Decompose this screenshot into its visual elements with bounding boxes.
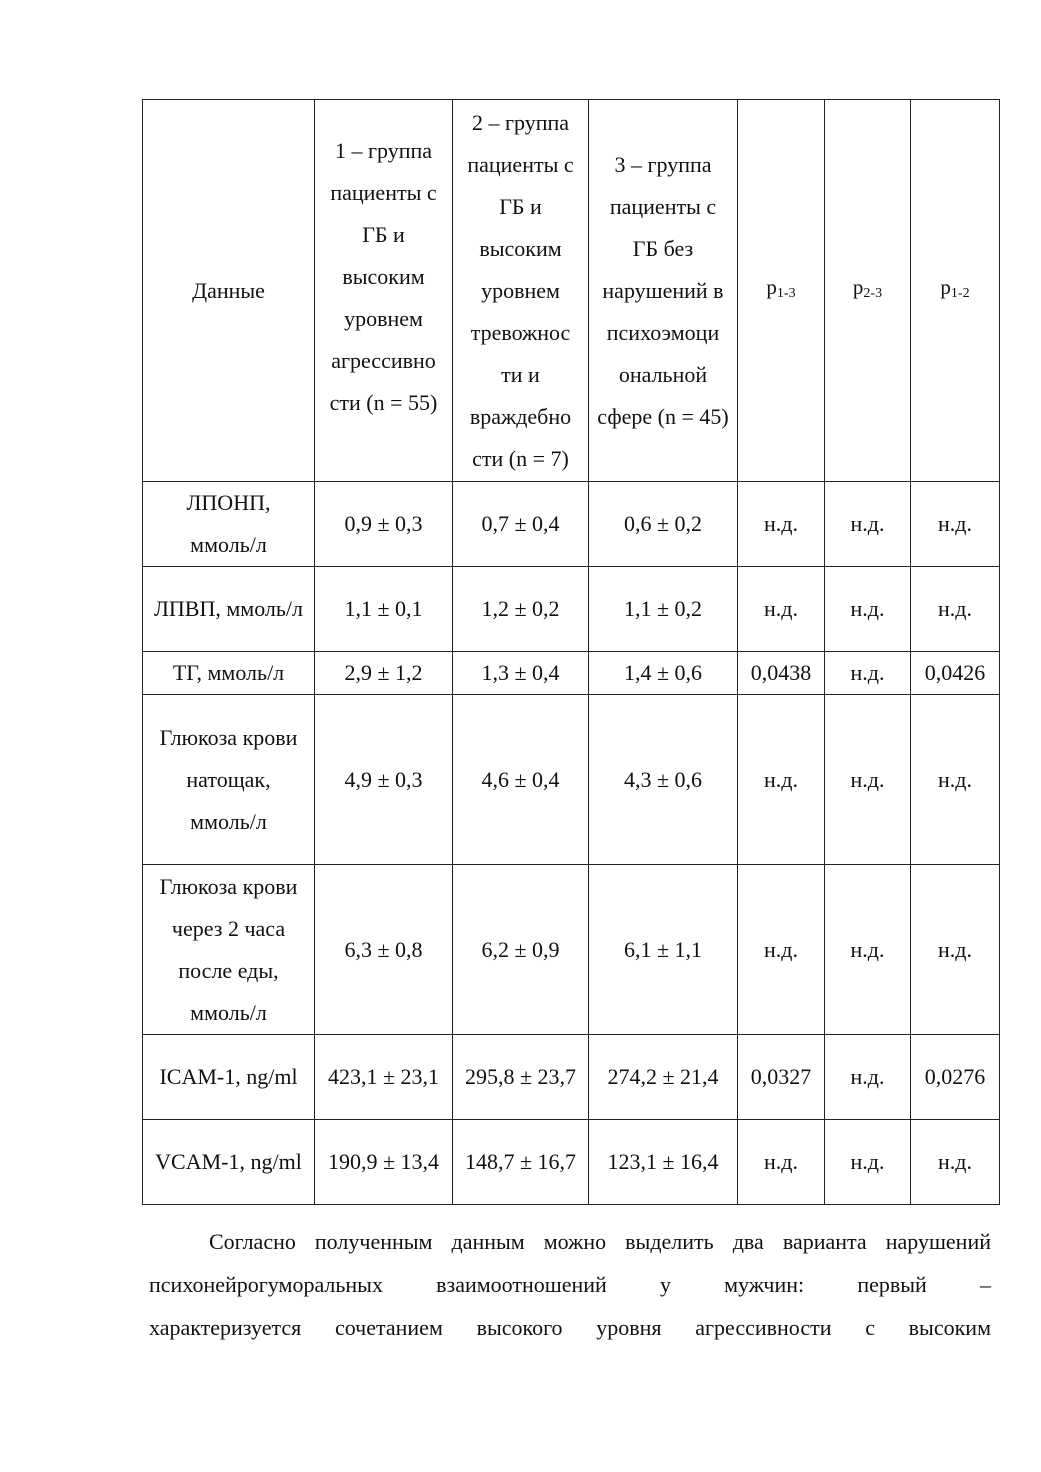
cell-p13: 0,0327 <box>738 1035 825 1120</box>
p13-base: p <box>766 275 777 299</box>
cell-p23: н.д. <box>825 695 911 865</box>
cell-group-3: 0,6 ± 0,2 <box>589 482 738 567</box>
cell-p13: н.д. <box>738 1120 825 1205</box>
row-label: ТГ, ммоль/л <box>143 652 315 695</box>
paragraph-line-1-text: Согласно полученным данным можно выделить два варианта нарушений <box>209 1229 991 1254</box>
table-header-row <box>143 100 1000 482</box>
cell-p12: н.д. <box>911 567 1000 652</box>
cell-group-1: 423,1 ± 23,1 <box>315 1035 453 1120</box>
cell-group-1: 4,9 ± 0,3 <box>315 695 453 865</box>
header-p12 <box>911 100 1000 482</box>
table-row <box>143 567 1000 652</box>
cell-group-2: 0,7 ± 0,4 <box>453 482 589 567</box>
table-row <box>143 695 1000 865</box>
cell-p23: н.д. <box>825 1035 911 1120</box>
cell-group-2: 1,3 ± 0,4 <box>453 652 589 695</box>
row-label: ICAM-1, ng/ml <box>143 1035 315 1120</box>
p12-base: p <box>940 275 951 299</box>
cell-p23: н.д. <box>825 865 911 1035</box>
cell-p23: н.д. <box>825 1120 911 1205</box>
results-table <box>142 99 1000 1205</box>
cell-p23: н.д. <box>825 567 911 652</box>
cell-group-3: 4,3 ± 0,6 <box>589 695 738 865</box>
table-row <box>143 865 1000 1035</box>
cell-p12: н.д. <box>911 695 1000 865</box>
cell-p13: н.д. <box>738 567 825 652</box>
header-group-2: 2 – группа пациенты с ГБ и высоким уровнем тревожнос ти и враждебно сти (n = 7) <box>453 100 589 482</box>
header-group-3: 3 – группа пациенты с ГБ без нарушений в психоэмоци ональной сфере (n = 45) <box>589 100 738 482</box>
paragraph-line-2: психонейрогуморальных взаимоотношений у мужчин: первый – <box>149 1272 991 1297</box>
cell-group-2: 1,2 ± 0,2 <box>453 567 589 652</box>
header-group-1: 1 – группа пациенты с ГБ и высоким уровнем агрессивно сти (n = 55) <box>315 100 453 482</box>
header-p23 <box>825 100 911 482</box>
cell-group-3: 1,1 ± 0,2 <box>589 567 738 652</box>
cell-group-1: 1,1 ± 0,1 <box>315 567 453 652</box>
cell-group-3: 1,4 ± 0,6 <box>589 652 738 695</box>
cell-p12: 0,0276 <box>911 1035 1000 1120</box>
cell-p13: 0,0438 <box>738 652 825 695</box>
cell-p23: н.д. <box>825 482 911 567</box>
cell-group-2: 295,8 ± 23,7 <box>453 1035 589 1120</box>
cell-p13: н.д. <box>738 865 825 1035</box>
cell-group-3: 274,2 ± 21,4 <box>589 1035 738 1120</box>
row-label: VCAM-1, ng/ml <box>143 1120 315 1205</box>
cell-group-3: 6,1 ± 1,1 <box>589 865 738 1035</box>
cell-group-1: 190,9 ± 13,4 <box>315 1120 453 1205</box>
cell-p12: н.д. <box>911 482 1000 567</box>
row-label: ЛПВП, ммоль/л <box>143 567 315 652</box>
cell-p13: н.д. <box>738 482 825 567</box>
row-label: Глюкоза крови натощак, ммоль/л <box>143 695 315 865</box>
cell-p23: н.д. <box>825 652 911 695</box>
row-label: Глюкоза крови через 2 часа после еды, ммоль/л <box>143 865 315 1035</box>
p12-sub: 1-2 <box>950 286 970 301</box>
cell-group-2: 4,6 ± 0,4 <box>453 695 589 865</box>
p13-sub: 1-3 <box>776 286 796 301</box>
cell-group-1: 6,3 ± 0,8 <box>315 865 453 1035</box>
cell-group-3: 123,1 ± 16,4 <box>589 1120 738 1205</box>
cell-p12: 0,0426 <box>911 652 1000 695</box>
table-row <box>143 1035 1000 1120</box>
table-row <box>143 652 1000 695</box>
cell-p12: н.д. <box>911 1120 1000 1205</box>
cell-group-1: 2,9 ± 1,2 <box>315 652 453 695</box>
table-row <box>143 1120 1000 1205</box>
p23-sub: 2-3 <box>863 286 883 301</box>
table-row <box>143 482 1000 567</box>
paragraph-line-3: характеризуется сочетанием высокого уровня агрессивности с высоким <box>149 1315 991 1340</box>
header-p13 <box>738 100 825 482</box>
cell-group-2: 148,7 ± 16,7 <box>453 1120 589 1205</box>
body-paragraph <box>149 1220 991 1349</box>
paragraph-line-1 <box>149 1220 991 1263</box>
cell-group-1: 0,9 ± 0,3 <box>315 482 453 567</box>
cell-p12: н.д. <box>911 865 1000 1035</box>
p23-base: p <box>852 275 864 299</box>
cell-p13: н.д. <box>738 695 825 865</box>
header-data: Данные <box>143 100 315 482</box>
row-label: ЛПОНП, ммоль/л <box>143 482 315 567</box>
cell-group-2: 6,2 ± 0,9 <box>453 865 589 1035</box>
